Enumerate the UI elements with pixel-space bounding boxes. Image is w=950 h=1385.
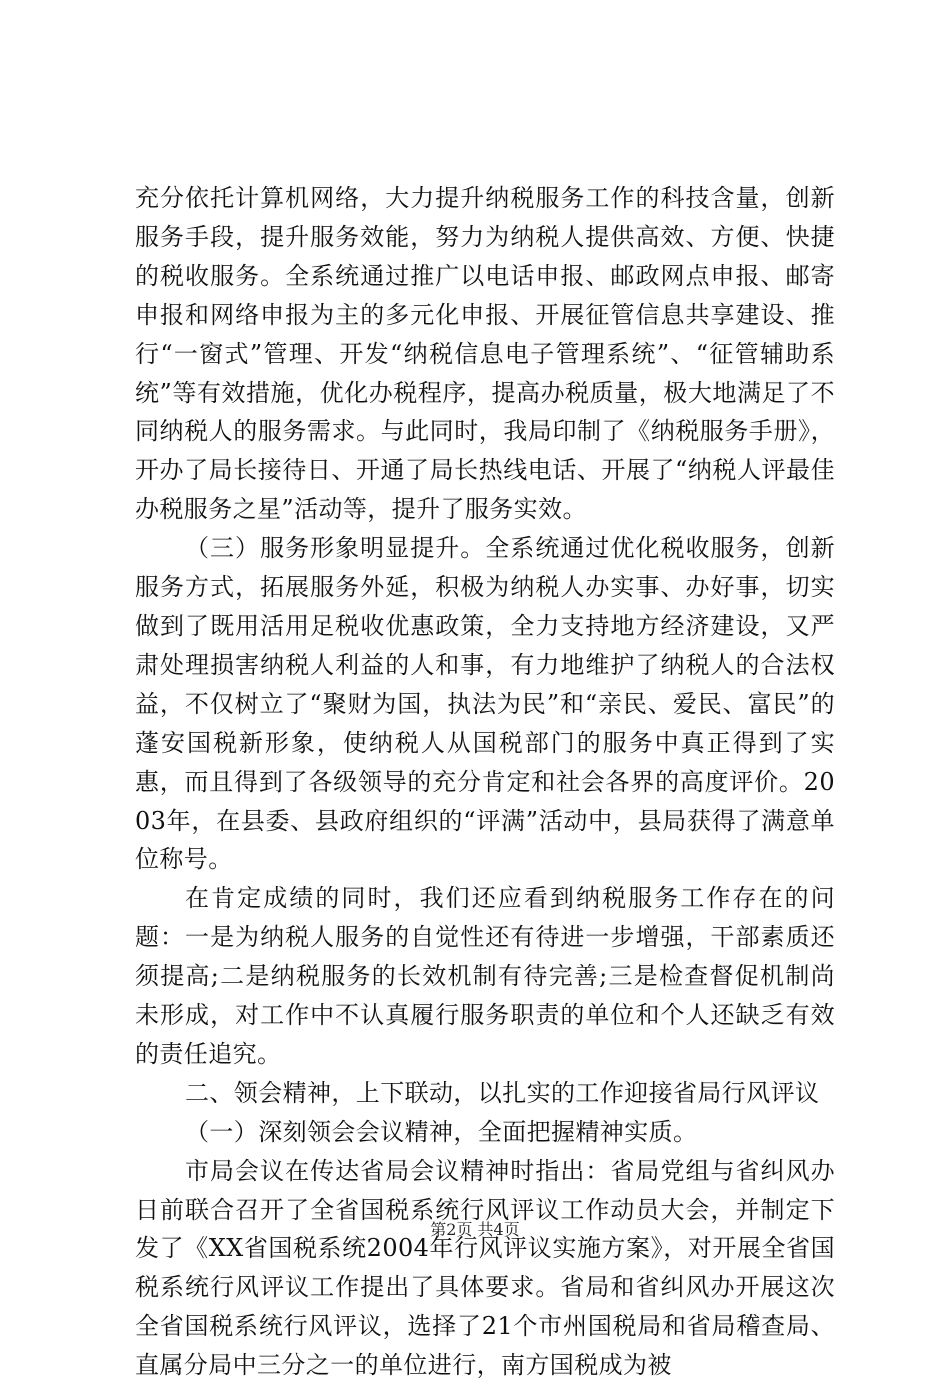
paragraph: （三）服务形象明显提升。全系统通过优化税收服务，创新服务方式，拓展服务外延，积极为纳税人办实事、办好事，切实做到了既用活用足税收优惠政策，全力支持地方经济建设，又严肃处理损害纳税人利益的人和事，有力地维护了纳税人的合法权益，不仅树立了“聚财为国，执法为民”和“亲民、爱民、富民”的蓬安国税新形象，使纳税人从国税部门的服务中真正得到了实惠，而且得到了各级领导的充分肯定和社会各界的高度评价。2003年，在县委、县政府组织的“评满”活动中，县局获得了满意单位称号。 bbox=[135, 534, 835, 874]
page-number-footer: 第2页 共4页 bbox=[430, 1220, 520, 1239]
paragraph: 在肯定成绩的同时，我们还应看到纳税服务工作存在的问题：一是为纳税人服务的自觉性还有待进一步增强，干部素质还须提高;二是纳税服务的长效机制有待完善;三是检查督促机制尚未形成，对工作中不认真履行服务职责的单位和个人还缺乏有效的责任追究。 bbox=[135, 884, 835, 1068]
paragraph: 充分依托计算机网络，大力提升纳税服务工作的科技含量，创新服务手段，提升服务效能，努力为纳税人提供高效、方便、快捷的税收服务。全系统通过推广以电话申报、邮政网点申报、邮寄申报和网络申报为主的多元化申报、开展征管信息共享建设、推行“一窗式”管理、开发“纳税信息电子管理系统”、“征管辅助系统”等有效措施，优化办税程序，提高办税质量，极大地满足了不同纳税人的服务需求。与此同时，我局印制了《纳税服务手册》，开办了局长接待日、开通了局长热线电话、开展了“纳税人评最佳办税服务之星”活动等，提升了服务实效。 bbox=[135, 184, 835, 524]
paragraph: 市局会议在传达省局会议精神时指出：省局党组与省纠风办日前联合召开了全省国税系统行风评议工作动员大会，并制定下发了《XX省国税系统2004年行风评议实施方案》，对开展全省国税系统行风评议工作提出了具体要求。省局和省纠风办开展这次全省国税系统行风评议，选择了21个市州国税局和省局稽查局、直属分局中三分之一的单位进行，南方国税成为被 bbox=[135, 1156, 835, 1380]
body-text bbox=[135, 179, 835, 1385]
subsection-heading: （一）深刻领会会议精神，全面把握精神实质。 bbox=[185, 1117, 698, 1146]
section-heading: 二、领会精神，上下联动，以扎实的工作迎接省局行风评议 bbox=[185, 1078, 820, 1107]
